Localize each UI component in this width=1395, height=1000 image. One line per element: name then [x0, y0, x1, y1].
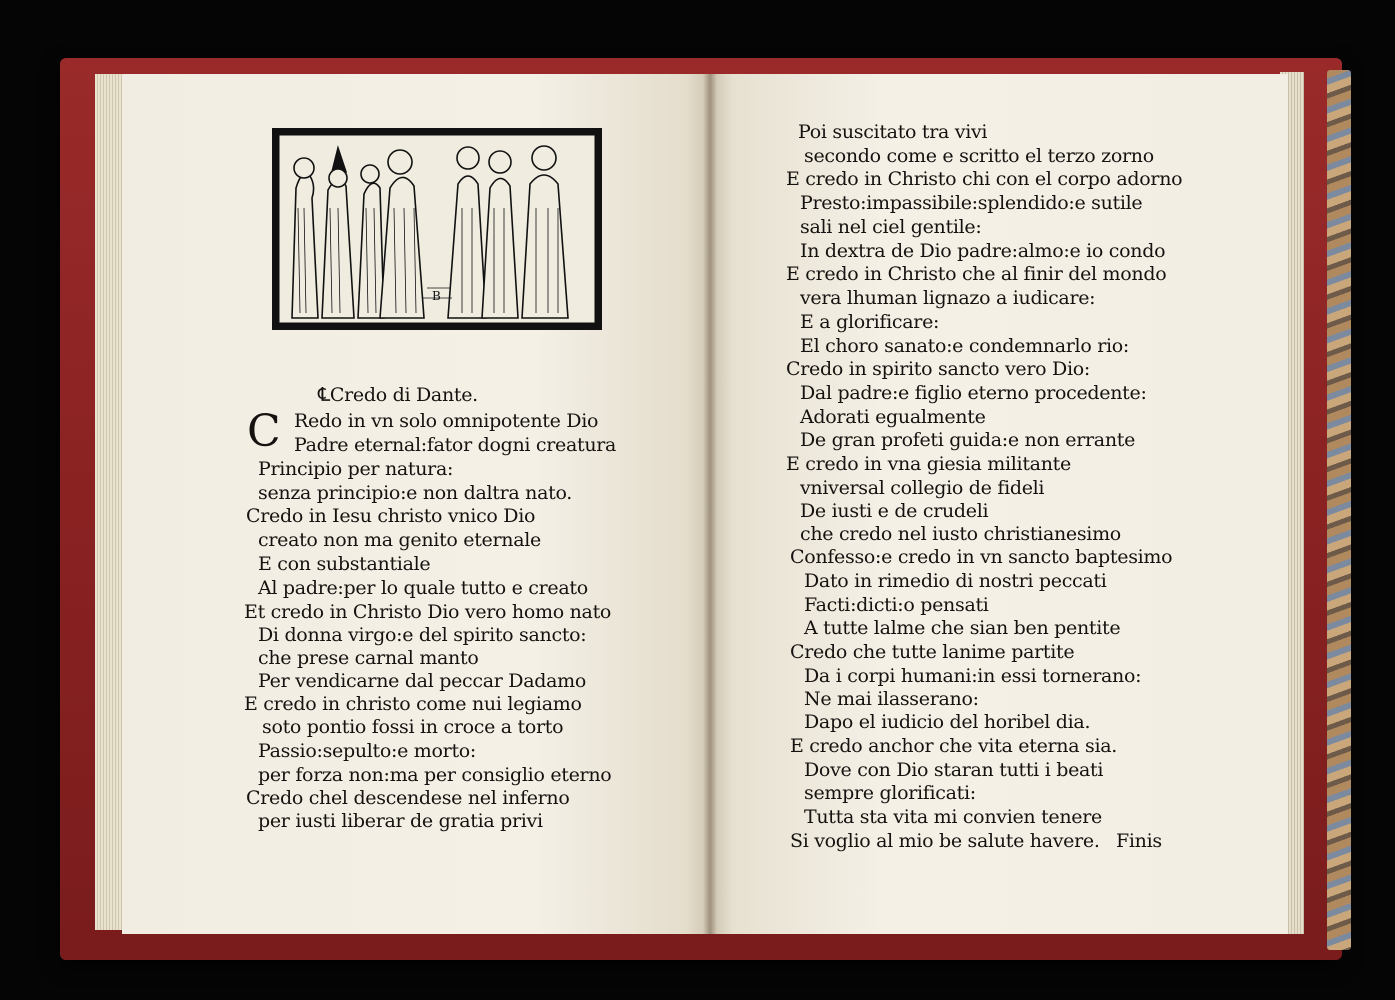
right-line: che credo nel iusto christianesimo	[800, 523, 1121, 545]
marbled-edge	[1327, 70, 1351, 950]
right-line: Credo che tutte lanime partite	[790, 641, 1075, 663]
right-line: vera lhuman lignazo a iudicare:	[800, 287, 1096, 309]
right-line: secondo come e scritto el terzo zorno	[804, 145, 1154, 167]
right-line: De iusti e de crudeli	[800, 500, 989, 522]
right-line: Confesso:e credo in vn sancto baptesimo	[790, 546, 1173, 568]
right-line: In dextra de Dio padre:almo:e io condo	[800, 240, 1166, 262]
left-line: per forza non:ma per consiglio eterno	[258, 764, 612, 786]
right-line: Dapo el iudicio del horibel dia.	[804, 711, 1091, 733]
right-line: Dove con Dio staran tutti i beati	[804, 759, 1104, 781]
woodcut-illustration	[272, 128, 602, 330]
right-line: Credo in spirito sancto vero Dio:	[786, 358, 1090, 380]
right-line: Dato in rimedio di nostri peccati	[804, 570, 1107, 592]
right-line: vniversal collegio de fideli	[800, 477, 1045, 499]
left-line: soto pontio fossi in croce a torto	[262, 716, 564, 738]
left-line: E credo in christo come nui legiamo	[244, 693, 582, 715]
right-line: De gran profeti guida:e non errante	[800, 429, 1136, 451]
right-line: El choro sanato:e condemnarlo rio:	[800, 335, 1130, 357]
left-line: senza principio:e non daltra nato.	[258, 482, 572, 504]
finis-label: Finis	[1116, 830, 1162, 852]
book-gutter	[703, 74, 717, 934]
right-line: sempre glorificati:	[804, 782, 976, 804]
poem-heading: ℄Credo di Dante.	[318, 384, 478, 406]
right-line: E credo in Christo chi con el corpo adorno	[786, 168, 1183, 190]
left-line: creato non ma genito eternale	[258, 529, 541, 551]
left-line: Passio:sepulto:e morto:	[258, 740, 477, 762]
left-line: per iusti liberar de gratia privi	[258, 810, 543, 832]
decorated-initial: C	[247, 406, 281, 457]
right-line: sali nel ciel gentile:	[800, 216, 982, 238]
right-line: Ne mai ilasserano:	[804, 688, 979, 710]
left-page-edges	[95, 74, 125, 930]
left-line: che prese carnal manto	[258, 647, 479, 669]
left-line: Al padre:per lo quale tutto e creato	[258, 577, 588, 599]
woodcut-letter: B	[432, 289, 441, 303]
left-line: Padre eternal:fator dogni creatura	[294, 434, 617, 456]
left-line: Credo chel descendese nel inferno	[246, 787, 570, 809]
right-line: Tutta sta vita mi convien tenere	[804, 806, 1102, 828]
left-line: Credo in Iesu christo vnico Dio	[246, 505, 536, 527]
right-line: Si voglio al mio be salute havere.	[790, 830, 1100, 852]
left-line: Principio per natura:	[258, 458, 454, 480]
left-line: Redo in vn solo omnipotente Dio	[294, 410, 599, 432]
right-line: E credo in vna giesia militante	[786, 453, 1071, 475]
right-line: Adorati egualmente	[800, 406, 986, 428]
right-line: Facti:dicti:o pensati	[804, 594, 989, 616]
right-line: E a glorificare:	[800, 311, 940, 333]
right-line: E credo in Christo che al finir del mondo	[786, 263, 1167, 285]
left-line: Di donna virgo:e del spirito sancto:	[258, 624, 587, 646]
right-line: Dal padre:e figlio eterno procedente:	[800, 382, 1147, 404]
right-line: Presto:impassibile:splendido:e sutile	[800, 192, 1143, 214]
left-line: Et credo in Christo Dio vero homo nato	[244, 601, 612, 623]
left-line: E con substantiale	[258, 553, 431, 575]
right-line: Da i corpi humani:in essi tornerano:	[804, 665, 1142, 687]
right-line: E credo anchor che vita eterna sia.	[790, 735, 1118, 757]
left-line: Per vendicarne dal peccar Dadamo	[258, 670, 586, 692]
right-line: Poi suscitato tra vivi	[798, 121, 988, 143]
right-line: A tutte lalme che sian ben pentite	[804, 617, 1121, 639]
